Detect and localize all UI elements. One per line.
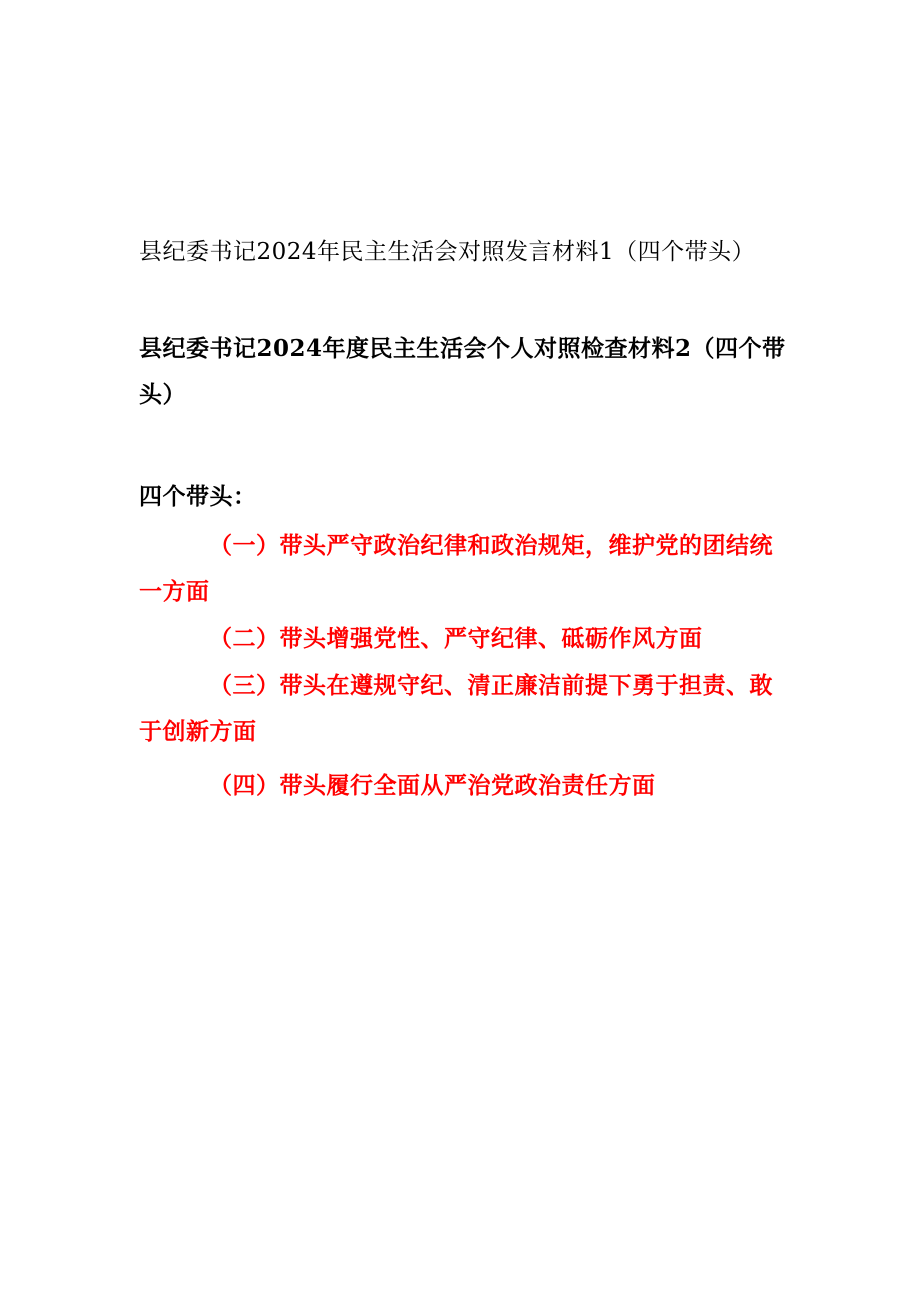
list-item-text: （一）带头严守政治纪律和政治规矩，维护党的团结统一方面 bbox=[139, 532, 773, 605]
list-item bbox=[139, 763, 789, 809]
list-item-text: （二）带头增强党性、严守纪律、砥砺作风方面 bbox=[209, 625, 703, 652]
list-item-text: （四）带头履行全面从严治党政治责任方面 bbox=[209, 772, 656, 799]
document-title-1: 县纪委书记2024年民主生活会对照发言材料1（四个带头） bbox=[139, 239, 756, 265]
list-item bbox=[139, 616, 789, 662]
list-item bbox=[139, 523, 789, 615]
list-item bbox=[139, 663, 789, 755]
document-title-2: 县纪委书记2024年度民主生活会个人对照检查材料2（四个带头） bbox=[139, 335, 786, 408]
list-item-text: （三）带头在遵规守纪、清正廉洁前提下勇于担责、敢于创新方面 bbox=[139, 672, 773, 745]
section-heading: 四个带头： bbox=[139, 483, 257, 510]
